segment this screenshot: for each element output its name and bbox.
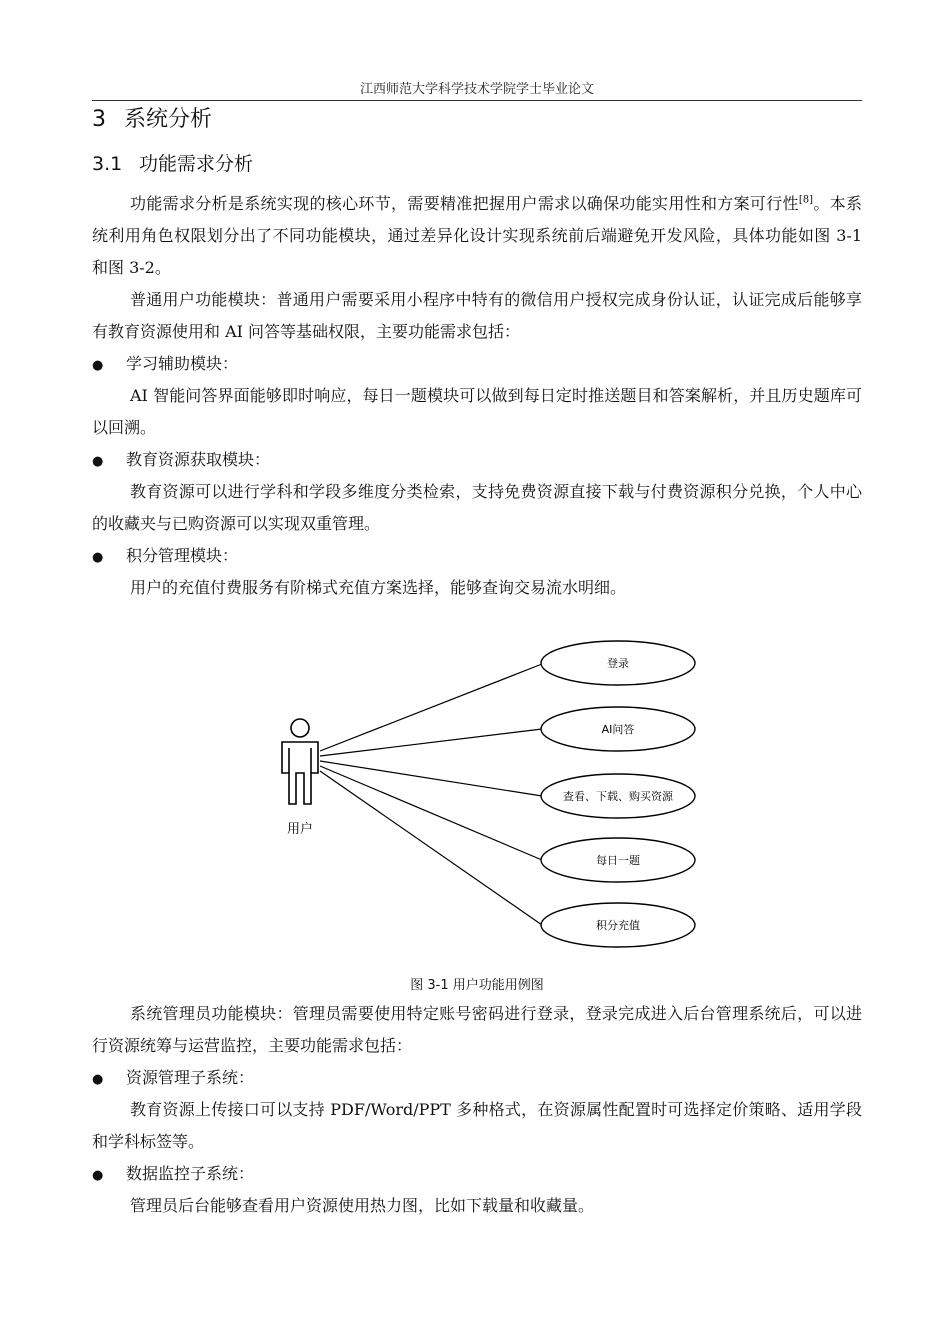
bullet-icon: ● — [92, 358, 104, 373]
bullet-label: 资源管理子系统： — [126, 1068, 255, 1087]
subsection-heading — [92, 150, 253, 178]
section-title: 系统分析 — [124, 107, 213, 132]
use-case-label: 积分充值 — [596, 919, 640, 932]
subsection-title: 功能需求分析 — [139, 153, 254, 175]
use-case-labels — [563, 656, 674, 932]
actor-head — [291, 719, 309, 737]
bullet-item — [92, 540, 862, 574]
paragraph-points: 用户的充值付费服务有阶梯式充值方案选择，能够查询交易流水明细。 — [130, 578, 627, 597]
bullet-icon: ● — [92, 550, 104, 565]
association-line — [320, 766, 542, 860]
header-rule — [92, 100, 862, 101]
association-line — [320, 771, 542, 925]
bullet-icon: ● — [92, 454, 104, 469]
paragraph-resources: 教育资源可以进行学科和学段多维度分类检索，支持免费资源直接下载与付费资源积分兑换，个人中心的收藏夹与已购资源可以实现双重管理。 — [92, 482, 862, 533]
paragraph-intro-part-b: 。本系统利用角色权限划分出了不同功能模块，通过差异化设计实现系统前后端避免开发风险，具体功能如图 3-1 和图 3-2。 — [92, 194, 862, 277]
paragraph-data-monitor: 管理员后台能够查看用户资源使用热力图，比如下载量和收藏量。 — [130, 1196, 595, 1215]
bullet-label: 学习辅助模块： — [126, 354, 239, 373]
use-case-label: 每日一题 — [596, 854, 640, 867]
bullet-icon: ● — [92, 1072, 104, 1087]
use-case-label: 登录 — [607, 657, 629, 670]
association-lines — [320, 664, 542, 925]
actor-body — [282, 742, 318, 804]
figure-caption: 图 3-1 用户功能用例图 — [410, 978, 544, 993]
use-case-label: AI问答 — [601, 723, 635, 736]
actor-figure — [282, 719, 318, 804]
association-line — [320, 761, 542, 796]
use-case-label: 查看、下载、购买资源 — [563, 790, 673, 803]
bullet-item — [92, 348, 862, 382]
actor-label: 用户 — [286, 822, 314, 837]
bullet-icon: ● — [92, 1168, 104, 1183]
paragraph-intro — [92, 188, 862, 284]
citation: [8] — [798, 194, 814, 206]
page-header: 江西师范大学科学技术学院学士毕业论文 — [359, 82, 594, 97]
bullet-label: 积分管理模块： — [126, 546, 239, 565]
bullet-item — [92, 1062, 862, 1096]
subsection-number: 3.1 — [92, 153, 123, 175]
section-heading — [92, 104, 212, 136]
association-line — [320, 729, 542, 756]
bullet-item — [92, 444, 862, 478]
paragraph-user-module: 普通用户功能模块：普通用户需要采用小程序中特有的微信用户授权完成身份认证，认证完成后能够享有教育资源使用和 AI 问答等基础权限，主要功能需求包括： — [92, 290, 862, 341]
bullet-item — [92, 1158, 862, 1192]
use-case-diagram — [270, 628, 710, 953]
bullet-label: 数据监控子系统： — [126, 1164, 255, 1183]
paragraph-intro-part-a: 功能需求分析是系统实现的核心环节，需要精准把握用户需求以确保功能实用性和方案可行性 — [130, 194, 799, 213]
association-line — [320, 664, 542, 751]
paragraph-learning: AI 智能问答界面能够即时响应，每日一题模块可以做到每日定时推送题目和答案解析，并且历史题库可以回溯。 — [92, 386, 862, 437]
section-number: 3 — [92, 107, 106, 132]
paragraph-admin-module: 系统管理员功能模块：管理员需要使用特定账号密码进行登录，登录完成进入后台管理系统后，可以进行资源统筹与运营监控，主要功能需求包括： — [92, 1004, 862, 1055]
bullet-label: 教育资源获取模块： — [126, 450, 271, 469]
paragraph-resource-mgmt: 教育资源上传接口可以支持 PDF/Word/PPT 多种格式，在资源属性配置时可选择定价策略、适用学段和学科标签等。 — [92, 1100, 862, 1151]
